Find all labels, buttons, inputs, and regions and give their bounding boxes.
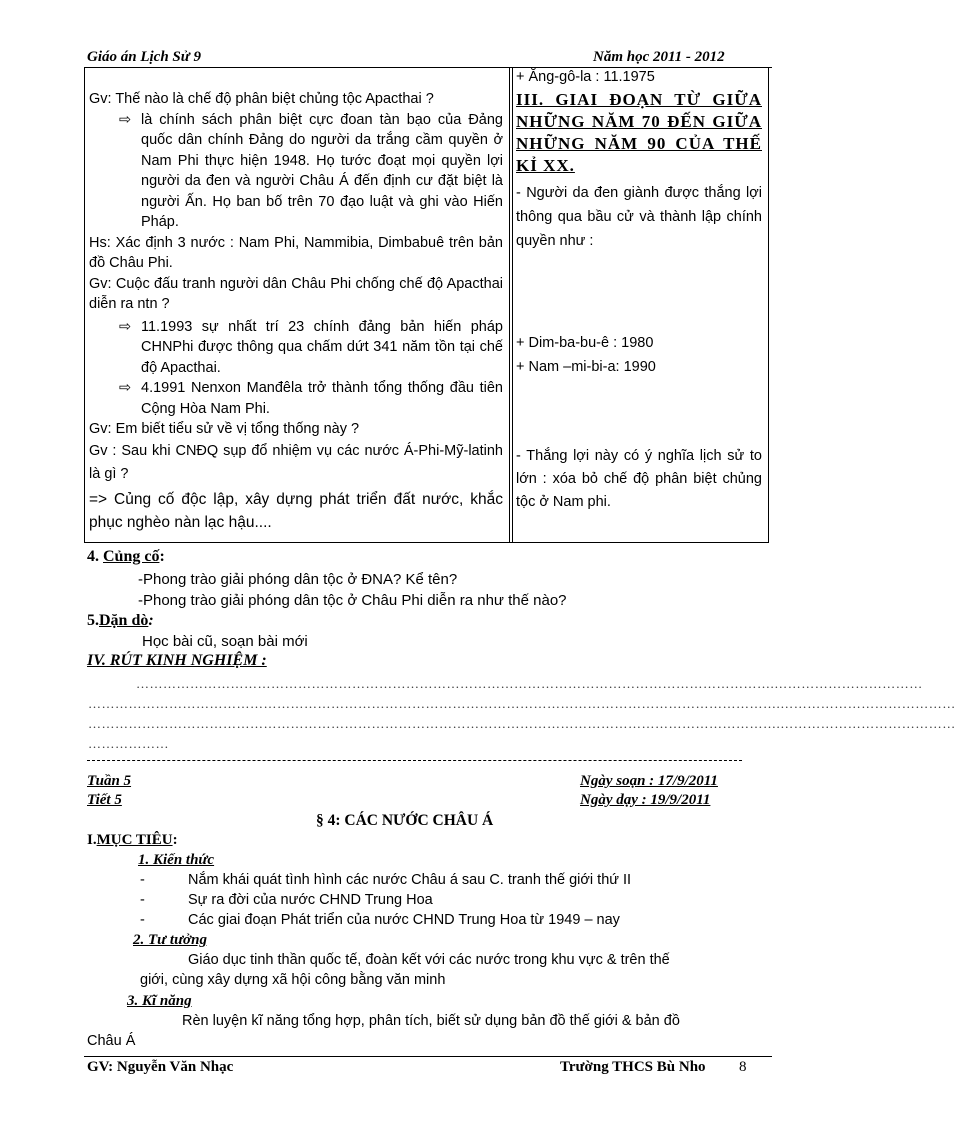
knowledge-item-1: Nắm khái quát tình hình các nước Châu á sau C. tranh thế giới thứ II	[188, 872, 632, 888]
answer-apacthai: ⇨ là chính sách phân biệt cực đoan tàn bạo của Đảng quốc dân chính Đảng do người da trắng cầm quyền ở Nam Phi thực hiện 1948. Họ tước đoạt mọi quyền lợi người da đen và người Châu Á đến định cư đặt biệt là người Ấn. Họ ban bố trên 70 đạo luật và ghi vào Hiến Pháp.	[119, 111, 503, 230]
knowledge-dash-2: -	[140, 892, 145, 908]
footer-teacher: GV: Nguyễn Văn Nhạc	[87, 1059, 234, 1075]
table-column-separator	[509, 68, 513, 542]
attitude-title: 2. Tư tưởng	[133, 932, 207, 948]
section-dan-do-title: 5.Dặn dò:	[87, 612, 154, 629]
week-label: Tuần 5	[87, 773, 132, 789]
attitude-line-1: Giáo dục tinh thần quốc tế, đoàn kết với các nước trong khu vực & trên thế	[188, 952, 670, 968]
answer-1993: ⇨ 11.1993 sự nhất trí 23 chính đảng bản hiến pháp CHNPhi được thông qua chấm dứt 341 năm tồn tại chế độ Apacthai.	[119, 318, 503, 376]
section-rut-kinh-nghiem-title: IV. RÚT KINH NGHIỆM :	[87, 652, 267, 669]
angola-date: + Ăng-gô-la : 11.1975	[516, 69, 655, 85]
dan-do-text: Học bài cũ, soạn bài mới	[142, 633, 308, 650]
section-title: III. GIAI ĐOẠN TỪ GIỮA NHỮNG NĂM 70 ĐẾN GIỮA NHỮNG NĂM 90 CỦA THẾ KỈ XX.	[516, 90, 762, 175]
knowledge-item-2: Sự ra đời của nước CHND Trung Hoa	[188, 892, 433, 908]
arrow-right-icon: ⇨	[119, 111, 132, 128]
objectives-title: I.MỤC TIÊU:	[87, 832, 178, 848]
knowledge-item-3: Các giai đoạn Phát triển của nước CHND Trung Hoa từ 1949 – nay	[188, 912, 620, 928]
knowledge-title: 1. Kiến thức	[138, 852, 215, 868]
knowledge-dash-3: -	[140, 912, 145, 928]
question-struggle: Gv: Cuộc đấu tranh người dân Châu Phi chống chế độ Apacthai diễn ra ntn ?	[89, 275, 503, 312]
answer-tasks: => Củng cố độc lập, xây dựng phát triển đất nước, khắc phục nghèo nàn lạc hậu....	[89, 490, 503, 531]
namibia-date: + Nam –mi-bi-a: 1990	[516, 359, 656, 375]
footer-rule	[84, 1056, 772, 1057]
student-task: Hs: Xác định 3 nước : Nam Phi, Nammibia, Dimbabuê trên bản đồ Châu Phi.	[89, 234, 503, 271]
cung-co-question-1: -Phong trào giải phóng dân tộc ở ĐNA? Kể tên?	[138, 571, 458, 588]
lesson-title: § 4: CÁC NƯỚC CHÂU Á	[316, 812, 494, 829]
header-school-year: Năm học 2011 - 2012	[593, 49, 725, 65]
lesson-table	[84, 67, 769, 543]
question-apacthai: Gv: Thế nào là chế độ phân biệt chủng tộc Apacthai ?	[89, 91, 434, 107]
attitude-line-2: giới, cùng xây dựng xã hội công bằng văn minh	[140, 972, 446, 988]
header-subject: Giáo án Lịch Sử 9	[87, 49, 202, 65]
notes-line-3: ……………………………………………………………………………………………………………………………………….…………………………………	[88, 716, 956, 731]
question-tasks: Gv : Sau khi CNĐQ sụp đổ nhiệm vụ các nước Á-Phi-Mỹ-latinh là gì ?	[89, 442, 503, 482]
notes-line-1: …………………………………………………………………………………………………………………………….……………………………	[136, 676, 923, 691]
cung-co-question-2: -Phong trào giải phóng dân tộc ở Châu Phi diễn ra như thế nào?	[138, 592, 567, 609]
notes-line-4: ………………	[88, 736, 169, 751]
zimbabwe-date: + Dim-ba-bu-ê : 1980	[516, 335, 654, 351]
table-left-column	[89, 89, 503, 534]
section-cung-co-title: 4. Củng cố:	[87, 548, 165, 565]
answer-mandela: ⇨ 4.1991 Nenxon Manđêla trở thành tổng thống đầu tiên Cộng Hòa Nam Phi.	[119, 380, 503, 417]
arrow-right-icon: ⇨	[119, 380, 132, 396]
notes-line-2: ……………………………………………………………………………………………………………………………………….…………………………………	[88, 696, 956, 711]
period-label: Tiết 5	[87, 792, 122, 808]
table-right-column	[516, 68, 762, 514]
footer-school: Trường THCS Bù Nho	[560, 1059, 706, 1075]
footer-page-number: 8	[739, 1059, 747, 1075]
right-paragraph-1: - Người da đen giành được thắng lợi thông qua bầu cử và thành lập chính quyền như :	[516, 185, 762, 249]
question-biography: Gv: Em biết tiểu sử về vị tổng thống này ?	[89, 421, 360, 437]
teach-date: Ngày dạy : 19/9/2011	[580, 792, 711, 808]
skills-line-1: Rèn luyện kĩ năng tổng hợp, phân tích, biết sử dụng bản đồ thế giới & bản đồ	[182, 1013, 680, 1029]
knowledge-dash-1: -	[140, 872, 145, 888]
arrow-right-icon: ⇨	[119, 318, 132, 335]
skills-title: 3. Kĩ năng	[127, 993, 192, 1009]
section-divider	[87, 760, 742, 761]
prep-date: Ngày soạn : 17/9/2011	[580, 773, 718, 789]
skills-line-2: Châu Á	[87, 1033, 136, 1049]
right-paragraph-2: - Thắng lợi này có ý nghĩa lịch sử to lớn : xóa bỏ chế độ phân biệt chủng tộc ở Nam phi.	[516, 448, 762, 510]
